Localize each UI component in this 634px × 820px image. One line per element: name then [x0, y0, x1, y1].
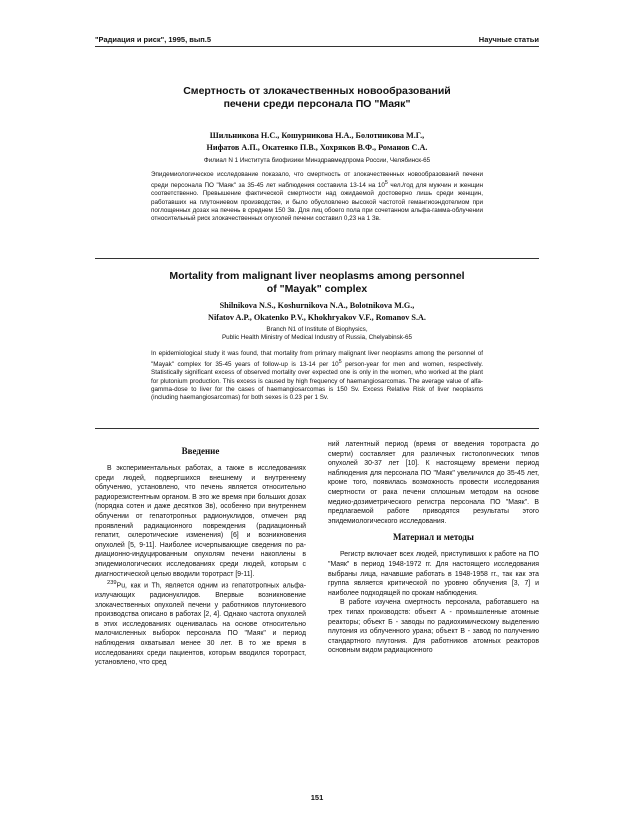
header-rule: [95, 46, 539, 47]
en-authors-line-2: Nifatov A.P., Okatenko P.V., Khokhryakov V.F., Romanov S.A.: [208, 312, 426, 322]
en-affiliation: [95, 326, 539, 342]
ru-title: [95, 85, 539, 111]
section-divider-1: [95, 258, 539, 259]
journal-header: "Радиация и риск", 1995, вып.5: [95, 35, 212, 44]
en-abstract-text-1: In epidemiological study it was found, that mortality from primary malignant liver neoplasms among the personnel of "Mayak" complex for 35-45 years of follow-up is 13-14 per 10: [151, 350, 483, 369]
en-affiliation-line-2: Public Health Ministry of Medical Industry of Russia, Chelyabinsk-65: [221, 334, 413, 342]
intro-paragraph-1: В экспериментальных работах, а также в исследованиях среди людей, подвергшихся внешнему и внутреннему облучению, установлено, что печень является относительно радиорезистентным органом. В это же время при больших дозах (порядка сотен и даже десятков Зв), особенно при внутреннем облучении от гепатотропных радионуклидов, отмечен ряд проявлений радиационного повреждения (радиационный гепатит, склеротические изменения) [6] и возникновения опухолей [5, 9-11]. Наиболее исчерпывающие сведения по радиационно-индуцированным опухолям печени накоплены в эпидемиологических исследованиях среди людей, которым с диагностической целью вводили торотраст [9-11].: [95, 465, 306, 578]
ru-title-line-2: печени среди персонала ПО "Маяк": [223, 98, 411, 110]
methods-paragraph-2: В работе изучена смертность персонала, работавшего на трех типах производств: объект А - промышленные атомные реакторы; объект Б - заводы по радиохимическому выделению плутония из облученного урана; объект В - завод по получению стандартного плутония. Для работников атомных реакторов основным видом радиационного: [328, 599, 539, 655]
en-abstract-exponent: 5: [338, 359, 342, 366]
section-header: Научные статьи: [478, 35, 539, 44]
en-affiliation-line-1: Branch N1 of Institute of Biophysics,: [266, 326, 368, 333]
en-abstract: [151, 350, 483, 402]
ru-authors: [95, 130, 539, 153]
intro-paragraph-2: [95, 579, 306, 668]
ru-abstract-exponent: 5: [384, 180, 388, 187]
right-column: [328, 440, 539, 656]
section-divider-2: [95, 428, 539, 429]
intro-continuation: ний латентный период (время от введения торотраста до смерти) составляет для различных гистологических типов опухолей 30-37 лет [10]. К настоящему времени период наблюдения для персонала ПО "Маяк" увеличился до 35-45 лет, кроме того, появилась возможность провести исследования смертности от рака печени сплошным методом на основе медико-дозиметрического регистра персонала ПО "Маяк". В предлагаемой работе приводятся результаты этого эпидемиологического исследования.: [328, 441, 539, 525]
en-title: [95, 270, 539, 296]
ru-title-line-1: Смертность от злокачественных новообразований: [183, 85, 451, 97]
en-abstract-text-2: person-year for men and women, respectively. Statistically significant excess of observed mortality over expected one is only in the women, who worked at the plant for plutonium production. This excess is caused by high frequency of haemangiosarcomas. The average value of alfa-gamma-dose to liver for the cases of haemangiosarcomas is 150 Sv. Excess Relative Risk of liver neoplasms (including haemangiosarcomas) for both sexes is 0.23 per 1 Sv.: [151, 361, 483, 401]
ru-abstract-text-1: Эпидемиологическое исследование показало, что смертность от злокачественных новообразований печени среди персонала ПО "Маяк" за 35-45 лет наблюдения составила 13-14 на 10: [151, 171, 483, 190]
ru-abstract-text-2: чел./год для мужчин и женщин соответственно. Превышение фактической смертности над ожидаемой достоверно лишь среди женщин, работавших на плутониевом производстве, и было обусловлено высокой частотой гемангиоэндотелиом при поглощенных дозах на печень в среднем 150 Зв. Для лиц обоего пола при сочетанном альфа-гамма-облучении относительный риск злокачественных опухолей печени составил 0,23 на 1 Зв.: [151, 182, 484, 222]
ru-abstract: [151, 171, 483, 223]
left-column: [95, 446, 306, 668]
intro-paragraph-2-text: Pu, как и Th, является одним из гепатотропных альфа-излучающих радионуклидов. Впервые возникновение злокачественных опухолей печени у работников плутониевого производства описано в работах [2, 4]. Однако частота опухолей в этих исследованиях оценивалась на основе относительно малочисленных выборок персонала ПО "Маяк" и период наблюдения охватывал менее 30 лет. В то же время в исследованиях среди пациентов, которым вводился торотраст, установлено, что сред: [95, 582, 306, 667]
en-title-line-2: of "Mayak" complex: [266, 283, 368, 295]
methods-heading: Материал и методы: [393, 532, 474, 543]
page-number: 151: [310, 793, 324, 802]
isotope-mass-number: 239: [107, 580, 117, 587]
en-title-line-1: Mortality from malignant liver neoplasms among personnel: [169, 270, 465, 282]
ru-authors-line-2: Нифатов А.П., Окатенко П.В., Хохряков В.Ф., Романов С.А.: [206, 142, 428, 152]
ru-authors-line-1: Шильникова Н.С., Кошурникова Н.А., Болотникова М.Г.,: [209, 131, 425, 140]
en-authors-line-1: Shilnikova N.S., Koshurnikova N.A., Bolotnikova M.G.,: [219, 301, 415, 310]
ru-affiliation: Филиал N 1 Института биофизики Минздравмедпрома России, Челябинск-65: [203, 157, 431, 164]
methods-paragraph-1: Регистр включает всех людей, приступивших к работе на ПО "Маяк" в период 1948-1972 гг. Для настоящего исследования выбраны лица, начавшие работать в 1948-1958 гг., так как эта группа является критической по уровню облучения [3, 7] и наиболее подходящей по срокам наблюдения.: [328, 551, 539, 597]
en-authors: [95, 300, 539, 323]
intro-heading: Введение: [181, 446, 220, 456]
